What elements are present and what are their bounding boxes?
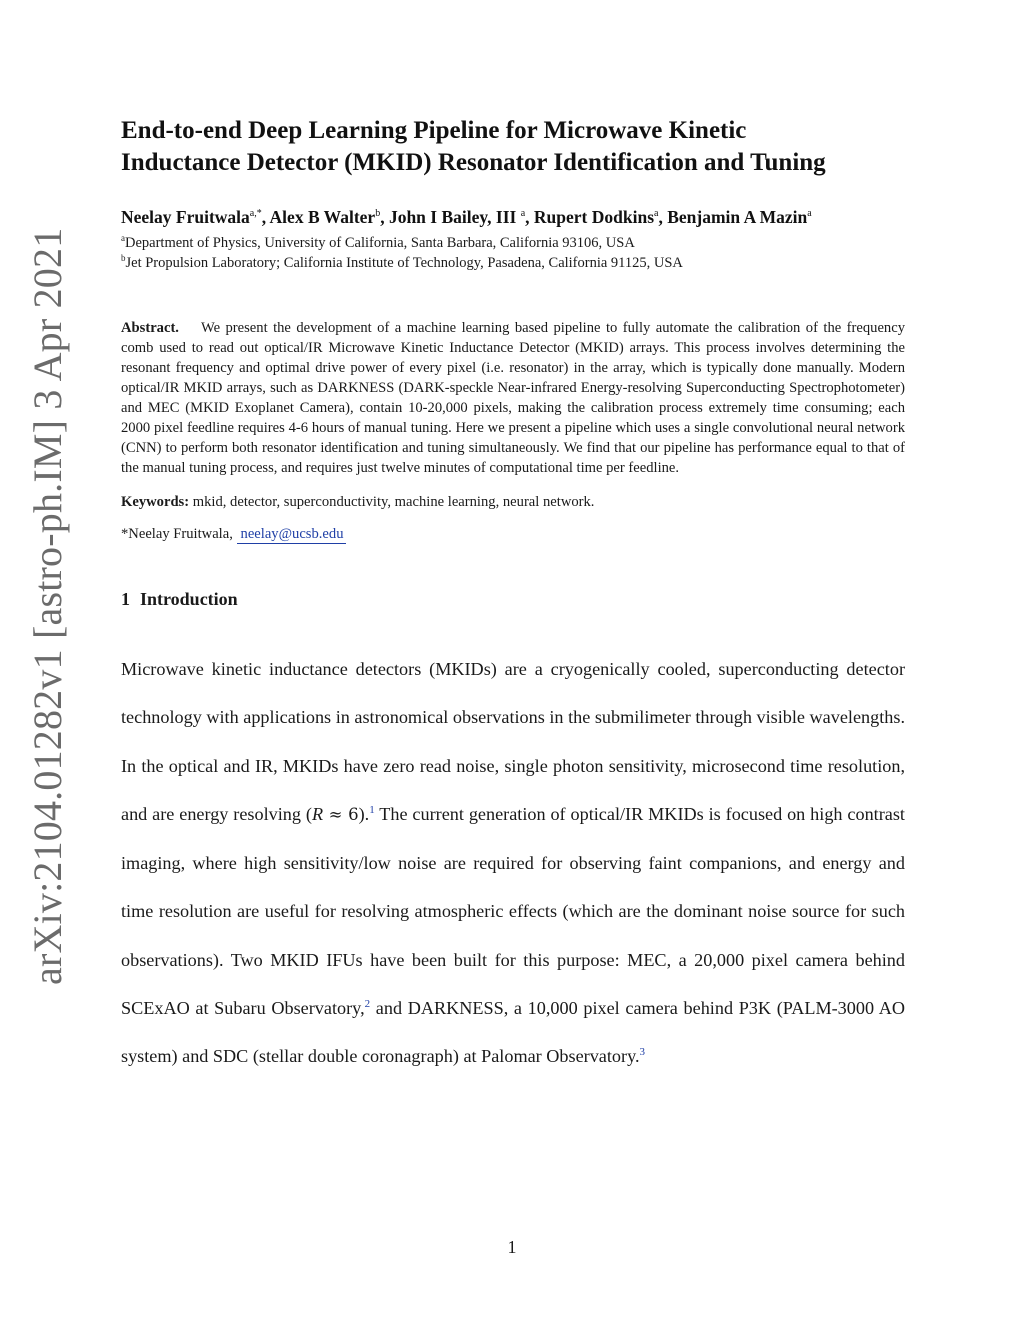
section-title: Introduction <box>140 589 238 609</box>
author-name: Neelay Fruitwala <box>121 207 250 227</box>
corresponding-author <box>121 524 905 544</box>
inline-math: R ≈ 6 <box>311 803 359 824</box>
paper-body <box>121 115 905 1081</box>
author-name: Rupert Dodkins <box>533 207 655 227</box>
author-affil-mark: b <box>375 208 381 220</box>
citation-link[interactable]: 1 <box>369 803 375 816</box>
keywords <box>121 492 905 512</box>
author-affil-mark: a <box>520 208 526 220</box>
section-number: 1 <box>121 589 130 609</box>
title-line-1: End-to-end Deep Learning Pipeline for Microwave Kinetic <box>121 117 747 144</box>
corresponding-author-label: *Neelay Fruitwala, <box>121 526 233 542</box>
citation-link[interactable]: 2 <box>364 998 371 1011</box>
keywords-label: Keywords: <box>121 494 190 510</box>
author-name: Benjamin A Mazin <box>667 207 808 227</box>
paper-title <box>121 115 905 179</box>
author-name: John I Bailey, III <box>388 207 521 227</box>
author-name: Alex B Walter <box>269 207 376 227</box>
email-link[interactable]: neelay@ucsb.edu <box>237 526 346 544</box>
author-affil-mark: a <box>654 208 659 220</box>
author-affil-mark: a,* <box>249 208 262 220</box>
abstract-label: Abstract. <box>121 320 179 336</box>
title-line-2: Inductance Detector (MKID) Resonator Identification and Tuning <box>121 149 826 176</box>
introduction-paragraph: Microwave kinetic inductance detectors (MKIDs) are a cryogenically cooled, superconducting detector technology with applications in astronomical observations in the submilimeter through visible wavelengths. In the optical and IR, MKIDs have zero read noise, single photon sensitivity, microsecond time resolution, and are energy resolving (R ≈ 6).$^1$ The current generation of optical/IR MKIDs is focused on high contrast imaging, where high sensitivity/low noise are required for observing faint companions, and energy and time resolution are useful for resolving atmospheric effects (which are the dominant noise source for such observations). Two MKID IFUs have been built for this purpose: MEC, a 20,000 pixel camera behind SCExAO at Subaru Observatory,$^2$ and DARKNESS, a 10,000 pixel camera behind P3K (PALM-3000 AO system) and SDC (stellar double coronagraph) at Palomar Observatory.$^3$ <box>121 659 905 1067</box>
author-list: Neelay Fruitwala$^{a,*}$, Alex B Walter$^b$, John I Bailey, III $^a$, Rupert Dodkins$^a$, Benjamin A Mazin$^a$ <box>121 207 812 227</box>
abstract <box>121 318 905 478</box>
citation-link[interactable]: 3 <box>639 1046 646 1059</box>
affiliation: $^a$Department of Physics, University of California, Santa Barbara, California 93106, USA <box>121 233 635 251</box>
affiliation: $^b$Jet Propulsion Laboratory; California Institute of Technology, Pasadena, California 91125, USA <box>121 253 683 271</box>
abstract-text: We present the development of a machine learning based pipeline to fully automate the calibration of the frequency comb used to read out optical/IR Microwave Kinetic Inductance Detector (MKID) arrays. This process involves determining the resonant frequency and optimal drive power of every pixel (i.e. resonator) in the array, which is typically done manually. Modern optical/IR MKID arrays, such as DARKNESS (DARK-speckle Near-infrared Energy-resolving Superconducting Spectrophotometer) and MEC (MKID Exoplanet Camera), contain 10-20,000 pixels, making the calibration process extremely time consuming; each 2000 pixel feedline requires 4-6 hours of manual tuning. Here we present a pipeline which uses a single convolutional neural network (CNN) to perform both resonator identification and tuning simultaneously. We find that our pipeline has performance equal to that of the manual tuning process, and requires just twelve minutes of computational time per feedline. <box>121 320 905 476</box>
keywords-text: mkid, detector, superconductivity, machine learning, neural network. <box>192 494 595 510</box>
page-number: 1 <box>507 1237 517 1257</box>
affiliation-list <box>121 233 905 273</box>
arxiv-identifier-stamp: arXiv:2104.01282v1 [astro-ph.IM] 3 Apr 2021 <box>25 227 70 985</box>
author-affil-mark: a <box>807 208 812 220</box>
section-heading <box>121 587 905 611</box>
